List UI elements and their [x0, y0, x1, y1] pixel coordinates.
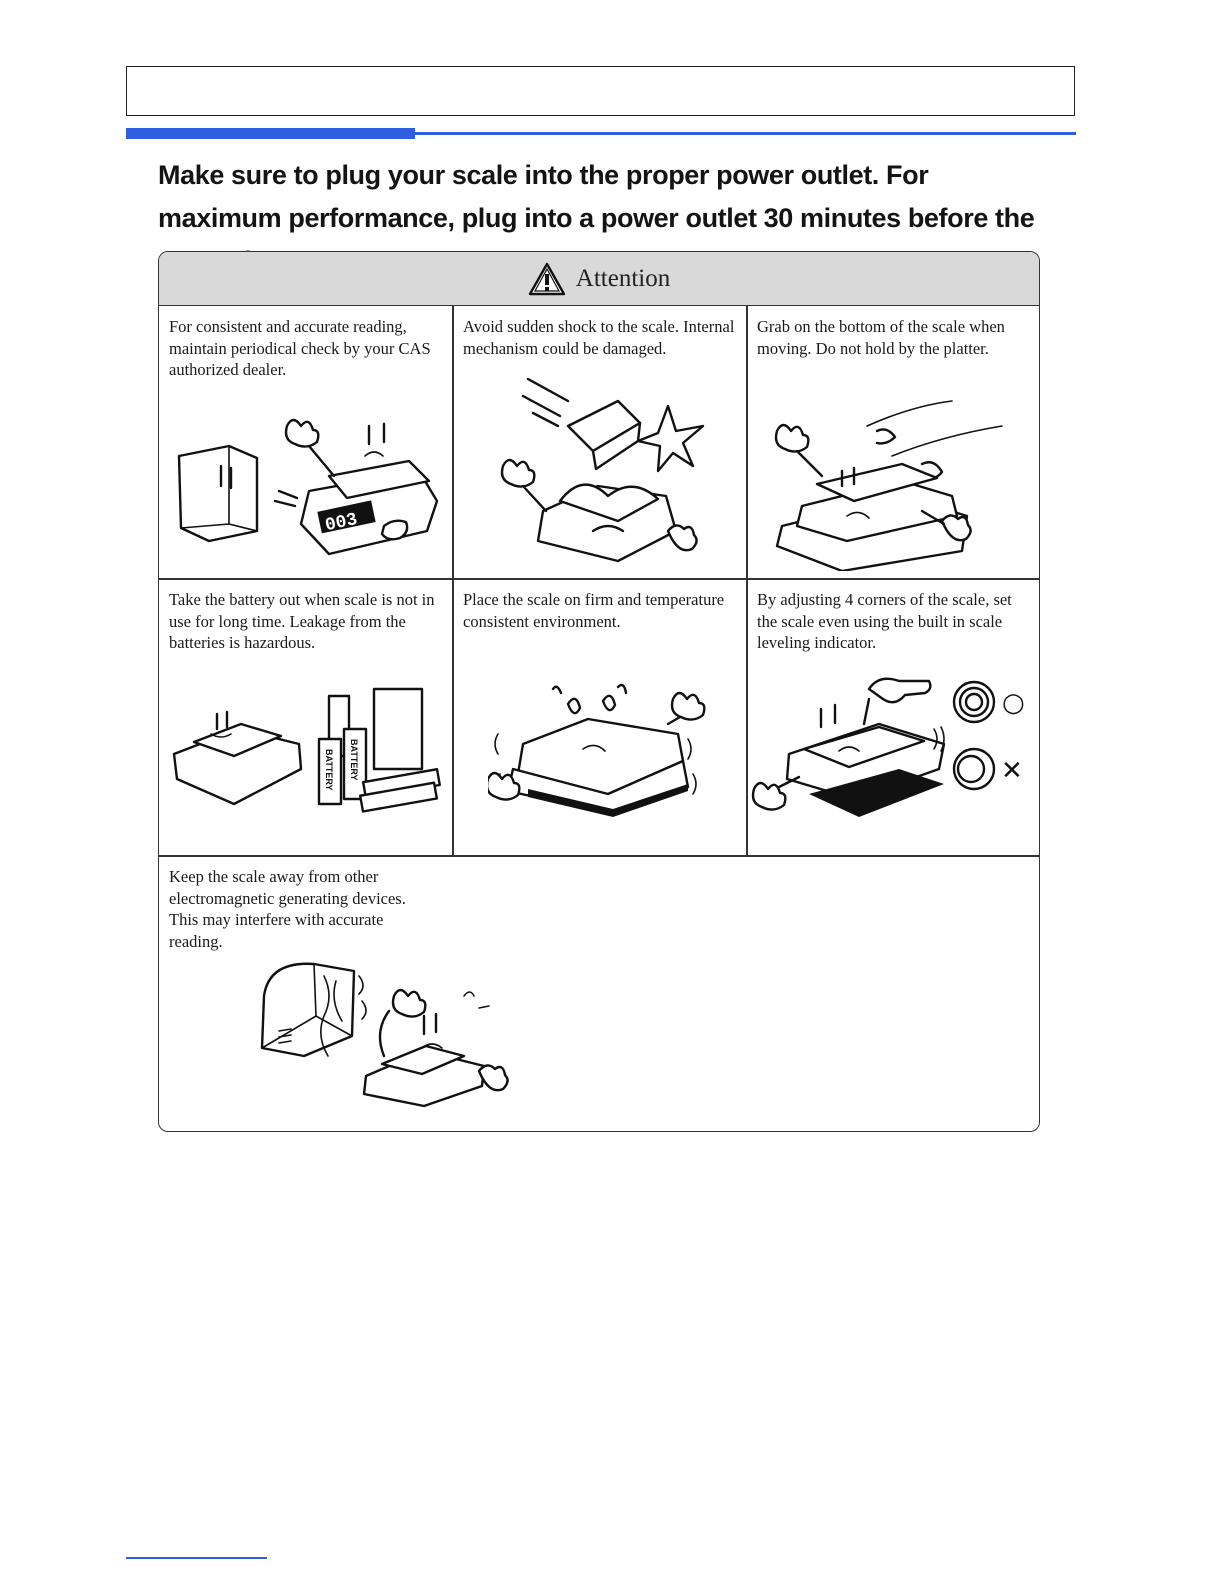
caution-text: Take the battery out when scale is not in use for long time. Leakage from the batteries is hazardous.	[169, 590, 435, 652]
battery-label: BATTERY	[324, 749, 334, 791]
header-accent-line	[415, 132, 1076, 135]
electromagnetic-illustration	[254, 956, 519, 1111]
shock-illustration	[498, 371, 713, 571]
power-outlet-notice: Make sure to plug your scale into the proper power outlet. For maximum performance, plug into a power outlet 30 minutes before the	[158, 160, 1035, 233]
caution-cell-electromagnetic	[159, 856, 1040, 1132]
caution-cell-avoid-shock	[453, 306, 747, 578]
caution-cell-periodic-check	[159, 306, 453, 578]
header-accent-bar	[126, 128, 415, 139]
level-wrong-mark: ✕	[1001, 756, 1023, 786]
battery-label: BATTERY	[349, 739, 359, 781]
grab-bottom-illustration	[772, 386, 1022, 571]
caution-text: Keep the scale away from other electromagnetic generating devices. This may interfere with accurate reading.	[169, 867, 406, 951]
attention-title: Attention	[575, 264, 671, 292]
caution-text: By adjusting 4 corners of the scale, set the scale even using the built in scale leveling indicator.	[757, 590, 1012, 652]
caution-text: For consistent and accurate reading, maintain periodical check by your CAS authorized dealer.	[169, 317, 431, 379]
level-correct-mark: ○	[1002, 688, 1025, 718]
leveling-illustration	[749, 669, 1034, 829]
firm-surface-illustration	[488, 679, 718, 819]
scale-display-reading: 003	[323, 509, 360, 537]
caution-text: Avoid sudden shock to the scale. Internal mechanism could be damaged.	[463, 317, 735, 358]
caution-text: Grab on the bottom of the scale when moving. Do not hold by the platter.	[757, 317, 1005, 358]
caution-cell-grab-bottom	[747, 306, 1040, 578]
page-header-box	[126, 66, 1075, 116]
footer-rule	[126, 1557, 267, 1559]
attention-header	[159, 252, 1039, 306]
caution-cell-leveling	[747, 579, 1040, 855]
battery-illustration	[169, 684, 449, 819]
caution-cell-firm-environment	[453, 579, 747, 855]
scale-check-illustration	[169, 406, 444, 566]
caution-cell-battery	[159, 579, 453, 855]
warning-triangle-icon	[528, 262, 566, 296]
caution-text: Place the scale on firm and temperature consistent environment.	[463, 590, 725, 631]
attention-panel	[158, 251, 1040, 1132]
